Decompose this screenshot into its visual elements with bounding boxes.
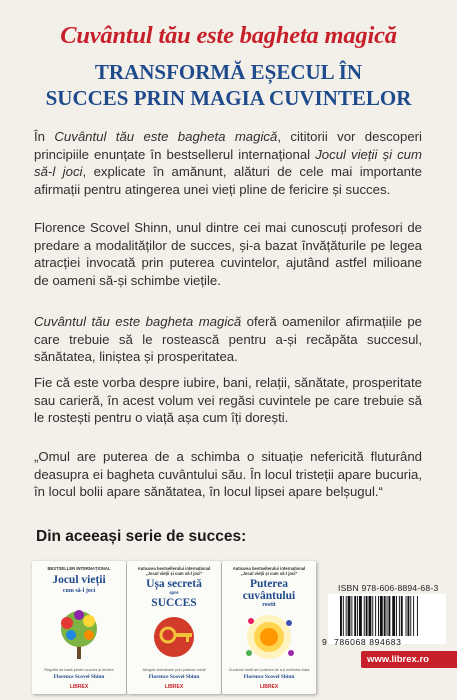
paragraph-intro bbox=[34, 128, 422, 198]
book2-mid: spre bbox=[169, 591, 179, 596]
website-badge: www.librex.ro bbox=[361, 651, 457, 668]
barcode-lead-digit: 9 bbox=[322, 637, 327, 647]
series-heading: Din aceeași serie de succes: bbox=[36, 528, 247, 545]
series-book-jocul-vietii bbox=[32, 561, 126, 694]
p3-text-b: oferă oamenilor afirmațiile pe care trebuie să le rostească pentru a-și recăpăta succesul, sănătatea, liniștea și prosperitatea. bbox=[34, 314, 422, 365]
book1-tagline: Regulile de bază pentru succes și fericire bbox=[44, 667, 114, 672]
paragraph-quote: „Omul are puterea de a schimba o situație nefericită fluturând deasupra ei bagheta cuvântului său. În locul tristeții apare bucuria, în locul bolii apare sănătatea, în locul lipsei apare belșugul.“ bbox=[34, 449, 422, 500]
series-book-usa-secreta bbox=[127, 561, 221, 694]
barcode-digits: 786068 894683 bbox=[334, 637, 402, 647]
subtitle-line-2: SUCCES PRIN MAGIA CUVINTELOR bbox=[45, 86, 412, 110]
p3-book-title: Cuvântul tău este bagheta magică bbox=[34, 314, 242, 329]
book2-top-line: Autoarea bestsellerului internațional „Jocul vieții și cum să-l joci” bbox=[137, 566, 211, 576]
book3-tagline: Cuvântul rostit are puterea de a-ți schimba viața bbox=[228, 667, 310, 672]
book3-publisher: LIBREX bbox=[259, 684, 279, 690]
book3-subtitle: rostit bbox=[262, 602, 276, 608]
book2-publisher: LIBREX bbox=[164, 684, 184, 690]
book2-title-2: SUCCES bbox=[151, 597, 197, 609]
book3-title: Puterea bbox=[249, 578, 289, 590]
barcode-bars bbox=[340, 596, 440, 638]
book1-publisher: LIBREX bbox=[69, 684, 89, 690]
subtitle-line-1: TRANSFORMĂ EȘECUL ÎN bbox=[94, 60, 363, 84]
paragraph-author: Florence Scovel Shinn, unul dintre cei mai cunoscuți profesori de predare a modalităților de succes, și-a bazat învățăturile pe legea atracției invocată prin puterea cuvintelor, ajutând astfel milioane de oameni să-și schimbe viețile. bbox=[34, 220, 422, 288]
p1-book-title: Cuvântul tău este bagheta magică bbox=[54, 129, 278, 144]
book1-title: Jocul vieții bbox=[52, 574, 106, 586]
book1-subtitle: cum să-l joci bbox=[62, 588, 96, 594]
book3-author: Florence Scovel Shinn bbox=[243, 674, 295, 680]
book3-title-2: cuvântului bbox=[242, 590, 296, 602]
book3-top-line: Autoarea bestsellerului internațional „Jocul vieții și cum să-l joci” bbox=[232, 566, 306, 576]
sunburst-illustration-icon bbox=[239, 613, 299, 665]
tree-illustration-icon bbox=[49, 609, 109, 661]
book2-author: Florence Scovel Shinn bbox=[148, 674, 200, 680]
series-book-puterea-cuvantului bbox=[222, 561, 316, 694]
key-illustration-icon bbox=[144, 613, 204, 665]
book2-title: Ușa secretă bbox=[146, 578, 202, 590]
paragraph-topics: Fie că este vorba despre iubire, bani, relații, sănătate, prosperitate sau carieră, în acest volum vei regăsi cuvintele pe care trebuie să le rostești pentru o viață așa cum îți dorești. bbox=[34, 375, 422, 426]
book2-tagline: Atingeți obiectivele prin puterea minții bbox=[142, 667, 206, 672]
paragraph-offer bbox=[34, 313, 422, 366]
p1-text-c: , cititorii vor descoperi principiile enunțate în bestsellerul internațional bbox=[34, 129, 422, 162]
isbn-label: ISBN 978-606-8894-68-3 bbox=[338, 583, 439, 593]
book-subtitle bbox=[0, 59, 457, 111]
p1-referenced-book: Jocul vieții și cum să-l joci bbox=[34, 146, 422, 180]
book1-author: Florence Scovel Shinn bbox=[53, 674, 105, 680]
p1-text-e: , explicate în amănunt, alături de cele mai importante afirmații pentru atingerea unei vieți pline de fericire și succes. bbox=[34, 164, 423, 197]
book1-top-line: BESTSELLER INTERNAȚIONAL bbox=[47, 566, 111, 571]
book-title: Cuvântul tău este bagheta magică bbox=[60, 22, 397, 49]
p1-text-a: În bbox=[34, 129, 55, 144]
